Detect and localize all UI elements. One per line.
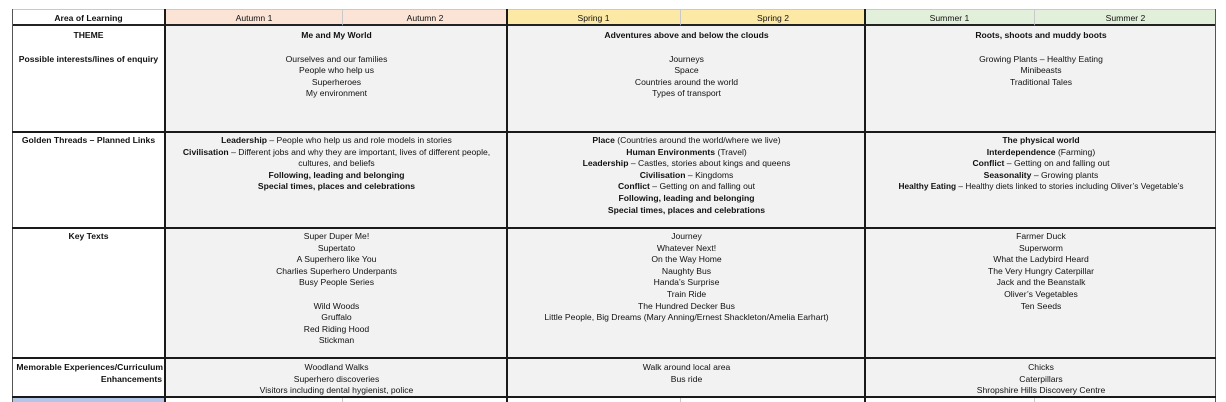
golden-autumn-text: – Different jobs and why they are important, lives of different people, [228, 146, 491, 157]
golden-spring-text: (Travel) [715, 146, 747, 157]
experience-item: Caterpillars [1019, 373, 1063, 384]
next-row-label-strip [12, 398, 165, 402]
theme-autumn-line: Ourselves and our families [285, 53, 388, 64]
experience-item: Shropshire Hills Discovery Centre [976, 385, 1106, 396]
key-texts-label-cell [12, 229, 165, 357]
theme-autumn-line: People who help us [298, 65, 374, 76]
grid-line [164, 9, 166, 402]
experience-item: Visitors including dental hygienist, police [259, 385, 414, 396]
golden-spring-text: (Countries around the world/where we live) [614, 135, 781, 145]
key-text-item: Wild Woods [313, 300, 360, 311]
grid-line [1034, 398, 1035, 402]
key-text-item: Naughty Bus [661, 265, 712, 276]
theme-spring-cell [508, 28, 865, 131]
golden-summer-bold: Healthy Eating [898, 181, 957, 192]
golden-spring-bold: Special times, places and celebrations [607, 204, 766, 215]
golden-spring-text: – Getting on and falling out [649, 181, 756, 192]
key-texts-autumn-cell [166, 229, 507, 357]
experiences-label-cell [12, 360, 165, 396]
area-of-learning-header: Area of Learning [12, 9, 165, 26]
theme-spring-line: Types of transport [652, 88, 721, 99]
golden-threads-label-cell [12, 133, 165, 227]
key-text-item: Oliver’s Vegetables [1004, 288, 1078, 299]
golden-threads-label: Golden Threads – Planned Links [21, 135, 156, 145]
key-text-item: Whatever Next! [656, 242, 717, 253]
grid-line [864, 9, 866, 402]
key-text-item: Train Ride [666, 288, 707, 299]
key-text-item [166, 289, 507, 301]
experience-item: Woodland Walks [304, 362, 369, 372]
key-text-item: Superworm [1019, 242, 1063, 253]
theme-autumn-title: Me and My World [301, 30, 372, 40]
golden-spring-bold: Conflict [617, 181, 650, 192]
theme-autumn-line: My environment [305, 88, 368, 99]
golden-autumn-cell [166, 133, 507, 227]
golden-autumn-text: cultures, and beliefs [298, 158, 375, 169]
golden-summer-bold: Interdependence [986, 146, 1056, 157]
term-header-spring-1: Spring 1 [507, 9, 680, 26]
grid-line [12, 227, 1216, 229]
key-text-item: Journey [671, 231, 702, 241]
experiences-summer-cell [866, 360, 1216, 396]
golden-summer-bold: Seasonality [983, 169, 1032, 180]
theme-spring-title: Adventures above and below the clouds [604, 30, 769, 40]
theme-label-cell [12, 28, 165, 131]
golden-autumn-bold: Leadership [221, 135, 267, 145]
golden-summer-bold: Conflict [972, 158, 1005, 169]
golden-spring-bold: Civilisation [639, 169, 686, 180]
key-text-item: The Hundred Decker Bus [638, 300, 735, 311]
key-text-item: Busy People Series [299, 277, 374, 288]
experiences-spring-cell [508, 360, 865, 396]
term-header-spring-2: Spring 2 [680, 9, 865, 26]
golden-spring-bold: Human Environments [626, 146, 716, 157]
theme-summer-cell [866, 28, 1216, 131]
key-text-item: Jack and the Beanstalk [996, 277, 1086, 288]
grid-line [680, 398, 681, 402]
golden-summer-text: – Growing plants [1031, 169, 1099, 180]
key-text-item: Super Duper Me! [303, 231, 370, 241]
key-text-item: Red Riding Hood [303, 323, 370, 334]
grid-line [1215, 9, 1216, 402]
golden-spring-bold: Leadership [582, 158, 629, 169]
key-text-item: A Superhero like You [296, 254, 377, 265]
key-text-item: The Very Hungry Caterpillar [987, 265, 1095, 276]
key-text-item: Stickman [318, 335, 355, 346]
grid-line [342, 398, 343, 402]
key-text-item: Handa’s Surprise [653, 277, 720, 288]
experiences-autumn-cell [166, 360, 507, 396]
term-header-autumn-2: Autumn 2 [342, 9, 507, 26]
golden-summer-text: – Healthy diets linked to stories including Oliver’s Vegetable’s [956, 181, 1184, 192]
theme-label: THEME [73, 30, 104, 40]
term-header-summer-1: Summer 1 [865, 9, 1034, 26]
experiences-label: Memorable Experiences/Curriculum [16, 362, 163, 372]
experience-item: Superhero discoveries [293, 373, 380, 384]
experiences-label: Enhancements [100, 373, 162, 384]
grid-line [12, 357, 1216, 359]
theme-autumn-cell [166, 28, 507, 131]
key-text-item: Supertato [317, 242, 356, 253]
theme-summer-line: Growing Plants – Healthy Eating [979, 53, 1103, 64]
key-texts-label: Key Texts [68, 231, 109, 241]
golden-spring-bold: Place [592, 135, 615, 145]
key-texts-summer-cell [866, 229, 1216, 357]
term-header-summer-2: Summer 2 [1034, 9, 1216, 26]
golden-summer-text: (Farming) [1055, 146, 1096, 157]
interests-label: Possible interests/lines of enquiry [18, 53, 159, 64]
golden-autumn-bold: Special times, places and celebrations [257, 181, 416, 192]
experience-item: Chicks [1028, 362, 1054, 372]
key-text-item: Little People, Big Dreams (Mary Anning/Ernest Shackleton/Amelia Earhart) [544, 312, 829, 323]
theme-summer-title: Roots, shoots and muddy boots [975, 30, 1107, 40]
golden-spring-text: – Kingdoms [685, 169, 734, 180]
theme-spring-line: Space [674, 65, 699, 76]
golden-autumn-bold: Civilisation [182, 146, 229, 157]
key-text-item: Charlies Superhero Underpants [276, 265, 397, 276]
golden-spring-bold: Following, leading and belonging [618, 192, 755, 203]
theme-summer-line: Minibeasts [1020, 65, 1062, 76]
grid-line [12, 131, 1216, 133]
golden-spring-cell [508, 133, 865, 227]
key-texts-spring-cell [508, 229, 865, 357]
key-text-item: Gruffalo [321, 312, 352, 323]
golden-summer-text: – Getting on and falling out [1004, 158, 1110, 169]
grid-line [12, 9, 13, 402]
golden-summer-cell [866, 133, 1216, 227]
theme-summer-line: Traditional Tales [1009, 76, 1073, 87]
golden-summer-bold: The physical world [1002, 135, 1080, 145]
experience-item: Bus ride [670, 373, 703, 384]
key-text-item: Ten Seeds [1020, 300, 1062, 311]
term-header-autumn-1: Autumn 1 [165, 9, 342, 26]
golden-autumn-text: – People who help us and role models in stories [266, 135, 452, 145]
grid-line [12, 396, 1216, 398]
theme-spring-line: Countries around the world [634, 76, 739, 87]
key-text-item: On the Way Home [651, 254, 722, 265]
experience-item: Walk around local area [642, 362, 731, 372]
grid-line [506, 9, 508, 402]
theme-autumn-line: Superheroes [311, 76, 362, 87]
golden-spring-text: – Castles, stories about kings and queens [628, 158, 791, 169]
key-text-item: What the Ladybird Heard [993, 254, 1089, 265]
key-text-item: Farmer Duck [1016, 231, 1066, 241]
golden-autumn-bold: Following, leading and belonging [268, 169, 405, 180]
theme-spring-line: Journeys [669, 53, 704, 64]
